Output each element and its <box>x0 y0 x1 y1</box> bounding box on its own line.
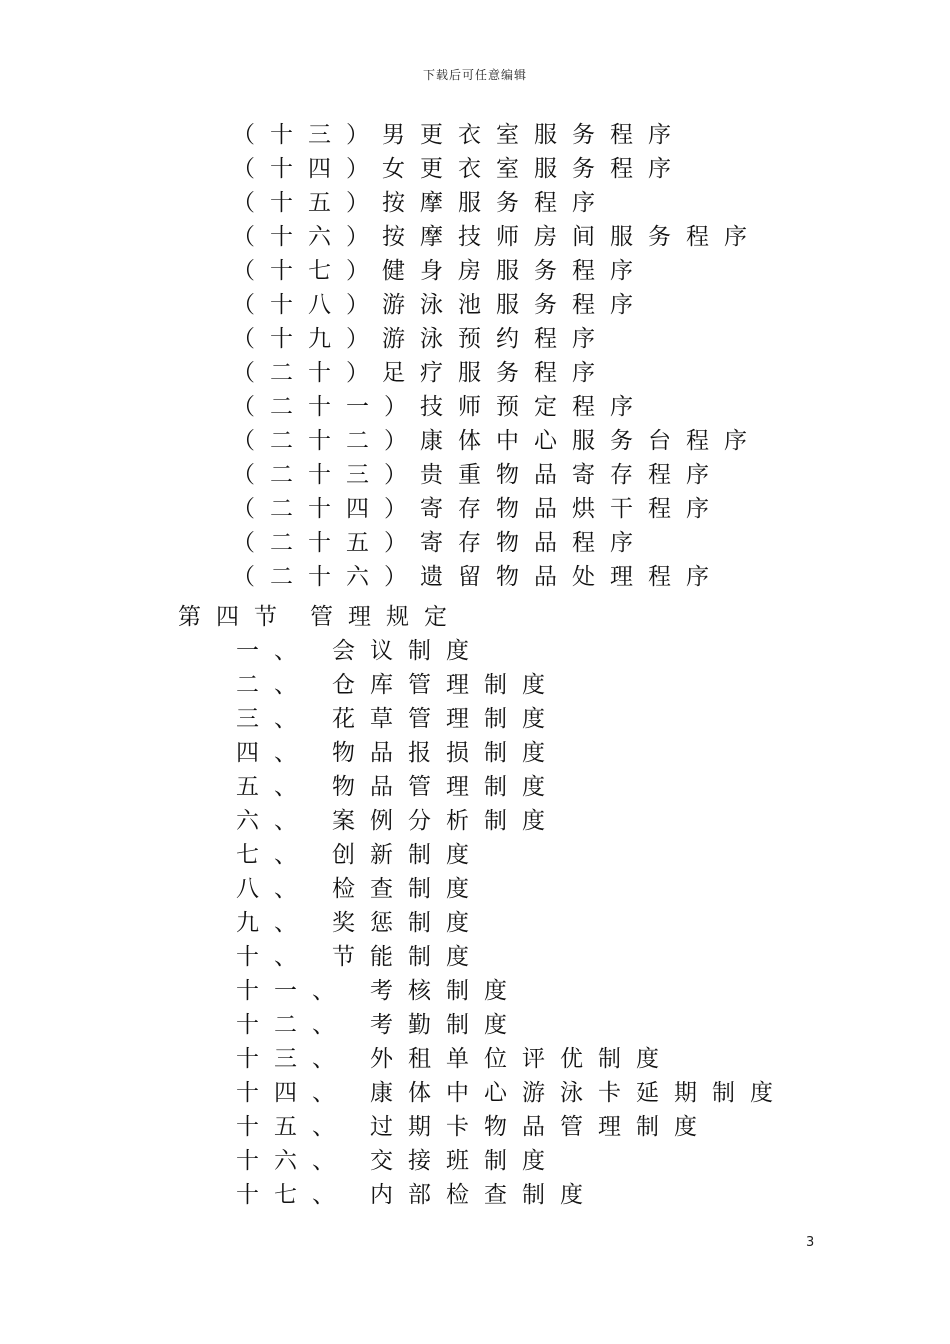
toc-item-number: （十七） <box>232 258 384 284</box>
toc-item-number: （十三） <box>232 122 384 148</box>
rule-item-number: 五、 <box>236 774 312 800</box>
rule-item-title: 奖惩制度 <box>332 910 484 936</box>
toc-item-14 <box>232 152 686 186</box>
section-title: 管理规定 <box>310 604 462 630</box>
rule-item-11 <box>236 974 522 1008</box>
toc-item-title: 贵重物品寄存程序 <box>420 462 724 488</box>
rule-item-12 <box>236 1008 522 1042</box>
toc-item-title: 技师预定程序 <box>420 394 648 420</box>
toc-item-title: 遗留物品处理程序 <box>420 564 724 590</box>
rule-item-title: 交接班制度 <box>370 1148 560 1174</box>
rule-item-7 <box>236 838 484 872</box>
rule-item-title: 物品报损制度 <box>332 740 560 766</box>
toc-item-title: 按摩服务程序 <box>382 190 610 216</box>
rule-item-1 <box>236 634 484 668</box>
rule-item-13 <box>236 1042 674 1076</box>
toc-item-number: （十四） <box>232 156 384 182</box>
toc-item-title: 按摩技师房间服务程序 <box>382 224 762 250</box>
toc-item-number: （二十五） <box>232 530 422 556</box>
rule-item-number: 十二、 <box>236 1012 350 1038</box>
toc-item-18 <box>232 288 648 322</box>
section-number: 第四节 <box>178 604 292 630</box>
section-heading <box>178 600 462 634</box>
rule-item-17 <box>236 1178 598 1212</box>
toc-item-25 <box>232 526 648 560</box>
toc-item-number: （二十一） <box>232 394 422 420</box>
rule-item-title: 会议制度 <box>332 638 484 664</box>
toc-item-title: 游泳池服务程序 <box>382 292 648 318</box>
toc-item-23 <box>232 458 724 492</box>
toc-item-number: （二十二） <box>232 428 422 454</box>
rule-item-title: 外租单位评优制度 <box>370 1046 674 1072</box>
rule-item-16 <box>236 1144 560 1178</box>
toc-item-22 <box>232 424 762 458</box>
rule-item-number: 二、 <box>236 672 312 698</box>
rule-item-14 <box>236 1076 788 1110</box>
toc-item-title: 寄存物品程序 <box>420 530 648 556</box>
rule-item-number: 七、 <box>236 842 312 868</box>
rule-item-number: 十五、 <box>236 1114 350 1140</box>
rule-item-number: 十六、 <box>236 1148 350 1174</box>
toc-item-number: （十五） <box>232 190 384 216</box>
toc-item-15 <box>232 186 610 220</box>
toc-item-number: （二十） <box>232 360 384 386</box>
toc-item-number: （二十六） <box>232 564 422 590</box>
toc-item-title: 康体中心服务台程序 <box>420 428 762 454</box>
rule-item-title: 仓库管理制度 <box>332 672 560 698</box>
toc-item-13 <box>232 118 686 152</box>
rule-item-title: 节能制度 <box>332 944 484 970</box>
rule-item-number: 六、 <box>236 808 312 834</box>
rule-item-number: 三、 <box>236 706 312 732</box>
rule-item-title: 检查制度 <box>332 876 484 902</box>
toc-item-26 <box>232 560 724 594</box>
rule-item-title: 花草管理制度 <box>332 706 560 732</box>
toc-item-title: 游泳预约程序 <box>382 326 610 352</box>
toc-item-title: 健身房服务程序 <box>382 258 648 284</box>
toc-item-title: 足疗服务程序 <box>382 360 610 386</box>
rule-item-title: 考核制度 <box>370 978 522 1004</box>
rule-item-number: 十七、 <box>236 1182 350 1208</box>
rule-item-number: 十、 <box>236 944 312 970</box>
page-header: 下载后可任意编辑 <box>422 68 527 82</box>
toc-item-number: （十六） <box>232 224 384 250</box>
rule-item-9 <box>236 906 484 940</box>
page-number: 3 <box>806 1235 815 1250</box>
rule-item-5 <box>236 770 560 804</box>
toc-item-title: 男更衣室服务程序 <box>382 122 686 148</box>
toc-item-title: 女更衣室服务程序 <box>382 156 686 182</box>
rule-item-title: 物品管理制度 <box>332 774 560 800</box>
toc-item-16 <box>232 220 762 254</box>
toc-item-number: （十九） <box>232 326 384 352</box>
rule-item-15 <box>236 1110 712 1144</box>
rule-item-title: 过期卡物品管理制度 <box>370 1114 712 1140</box>
rule-item-number: 九、 <box>236 910 312 936</box>
rule-item-title: 考勤制度 <box>370 1012 522 1038</box>
rule-item-title: 内部检查制度 <box>370 1182 598 1208</box>
toc-item-17 <box>232 254 648 288</box>
rule-item-title: 康体中心游泳卡延期制度 <box>370 1080 788 1106</box>
rule-item-number: 四、 <box>236 740 312 766</box>
rule-item-10 <box>236 940 484 974</box>
toc-item-title: 寄存物品烘干程序 <box>420 496 724 522</box>
rule-item-number: 一、 <box>236 638 312 664</box>
rule-item-2 <box>236 668 560 702</box>
rule-item-4 <box>236 736 560 770</box>
toc-item-19 <box>232 322 610 356</box>
toc-item-20 <box>232 356 610 390</box>
rule-item-8 <box>236 872 484 906</box>
rule-item-3 <box>236 702 560 736</box>
rule-item-number: 十一、 <box>236 978 350 1004</box>
toc-item-number: （十八） <box>232 292 384 318</box>
rule-item-title: 创新制度 <box>332 842 484 868</box>
toc-item-number: （二十四） <box>232 496 422 522</box>
rule-item-number: 八、 <box>236 876 312 902</box>
rule-item-number: 十三、 <box>236 1046 350 1072</box>
rule-item-title: 案例分析制度 <box>332 808 560 834</box>
toc-item-21 <box>232 390 648 424</box>
toc-item-number: （二十三） <box>232 462 422 488</box>
toc-item-24 <box>232 492 724 526</box>
rule-item-6 <box>236 804 560 838</box>
rule-item-number: 十四、 <box>236 1080 350 1106</box>
